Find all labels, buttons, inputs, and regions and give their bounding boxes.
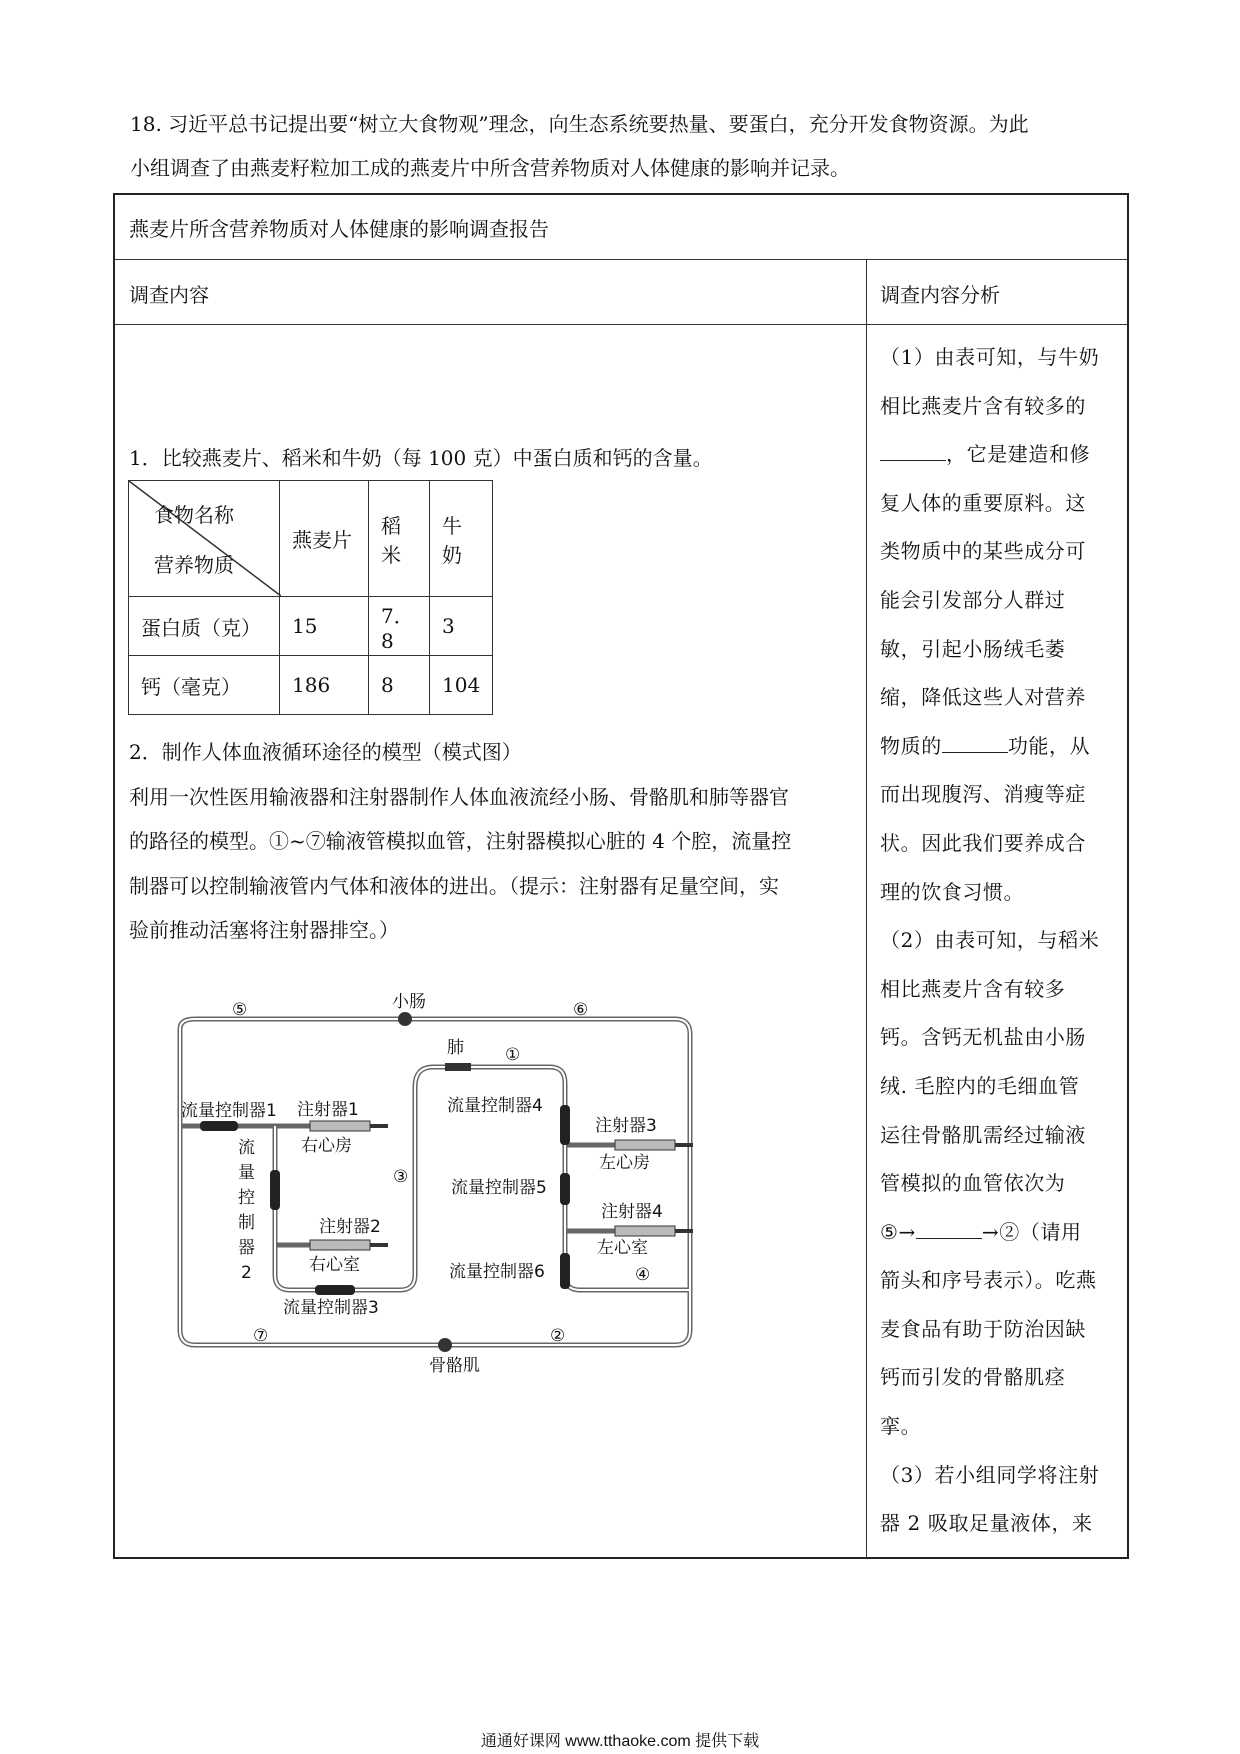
vessel-2-label: ② bbox=[550, 1326, 566, 1346]
connector-small-intestine bbox=[398, 1012, 412, 1026]
svg-text:流: 流 bbox=[238, 1138, 255, 1158]
syringe-1-icon bbox=[310, 1121, 388, 1131]
analysis-line: 能会引发部分人群过 bbox=[880, 587, 1066, 612]
table-cell: 186 bbox=[280, 656, 369, 715]
flow-controller-2-icon bbox=[270, 1170, 280, 1210]
analysis-text bbox=[880, 333, 1116, 1548]
label-right-ventricle: 右心室 bbox=[309, 1255, 360, 1275]
analysis-line: 绒. 毛腔内的毛细血管 bbox=[880, 1073, 1080, 1098]
connector-skeletal-muscle bbox=[438, 1338, 452, 1352]
syringe-2-icon bbox=[310, 1240, 388, 1250]
analysis-line: （3）若小组同学将注射 bbox=[880, 1462, 1100, 1487]
analysis-line: 运往骨骼肌需经过输液 bbox=[880, 1122, 1086, 1147]
vessel-6-label: ⑥ bbox=[573, 1000, 589, 1020]
page-footer: 通通好课网 www.tthaoke.com 提供下载 bbox=[480, 1733, 760, 1750]
label-flow-controller-6: 流量控制器6 bbox=[449, 1262, 545, 1282]
flow-controller-4-icon bbox=[560, 1105, 570, 1145]
section2-heading: 2．制作人体血液循环途径的模型（模式图） bbox=[129, 740, 522, 764]
table-cell: 15 bbox=[280, 597, 369, 656]
svg-text:制: 制 bbox=[238, 1213, 255, 1233]
vessel-3-label: ③ bbox=[393, 1167, 409, 1187]
table-header: 燕麦片 bbox=[280, 481, 369, 597]
svg-text:控: 控 bbox=[238, 1188, 255, 1208]
analysis-line: 类物质中的某些成分可 bbox=[880, 539, 1086, 564]
tube-highlights bbox=[180, 1019, 690, 1345]
report-title: 燕麦片所含营养物质对人体健康的影响调查报告 bbox=[129, 217, 549, 241]
table-row-label: 蛋白质（克） bbox=[129, 597, 280, 656]
table-header: 牛奶 bbox=[430, 481, 493, 597]
label-skeletal-muscle: 骨骼肌 bbox=[429, 1356, 480, 1376]
analysis-line: 复人体的重要原料。这 bbox=[880, 490, 1086, 515]
analysis-line: 麦食品有助于防治因缺 bbox=[880, 1316, 1086, 1341]
corner-food-name: 食物名称 bbox=[154, 503, 234, 527]
table-header: 稻米 bbox=[369, 481, 430, 597]
row-divider bbox=[115, 259, 1127, 260]
label-flow-controller-3: 流量控制器3 bbox=[283, 1298, 379, 1318]
analysis-line: 相比燕麦片含有较多 bbox=[880, 976, 1066, 1001]
analysis-line: ⑤→ →②（请用 bbox=[880, 1219, 1082, 1244]
nutrition-table bbox=[128, 480, 493, 715]
label-left-ventricle: 左心室 bbox=[597, 1238, 648, 1258]
table-cell: 3 bbox=[430, 597, 493, 656]
column-header-analysis: 调查内容分析 bbox=[880, 283, 1000, 307]
label-flow-controller-1: 流量控制器1 bbox=[181, 1101, 277, 1121]
svg-text:2: 2 bbox=[241, 1263, 252, 1283]
report-table bbox=[113, 193, 1129, 1559]
connector-lung bbox=[445, 1063, 471, 1071]
vessel-1-label: ① bbox=[505, 1045, 521, 1065]
label-left-atrium: 左心房 bbox=[599, 1153, 650, 1173]
intro-line-2: 小组调查了由燕麦籽粒加工成的燕麦片中所含营养物质对人体健康的影响并记录。 bbox=[130, 156, 850, 180]
circulation-model-diagram bbox=[175, 985, 755, 1475]
section2-line: 利用一次性医用输液器和注射器制作人体血液流经小肠、骨骼肌和肺等器官 bbox=[129, 784, 789, 809]
analysis-line: 器 2 吸取足量液体，来 bbox=[880, 1511, 1093, 1536]
label-flow-controller-4: 流量控制器4 bbox=[447, 1096, 543, 1116]
flow-controller-6-icon bbox=[560, 1253, 570, 1289]
section2-line: 验前推动活塞将注射器排空。） bbox=[129, 918, 399, 942]
column-header-content: 调查内容 bbox=[129, 283, 209, 307]
question-intro bbox=[130, 102, 1130, 190]
label-flow-controller-2 bbox=[238, 1138, 255, 1283]
analysis-line: 缩，降低这些人对营养 bbox=[880, 685, 1086, 710]
label-syringe-1: 注射器1 bbox=[297, 1100, 359, 1120]
analysis-line: 理的饮食习惯。 bbox=[880, 879, 1025, 904]
table-cell: 8 bbox=[369, 656, 430, 715]
label-lung: 肺 bbox=[447, 1038, 464, 1058]
section1-heading: 1．比较燕麦片、稻米和牛奶（每 100 克）中蛋白质和钙的含量。 bbox=[129, 446, 713, 470]
analysis-line: 物质的 功能，从 bbox=[880, 733, 1091, 758]
analysis-line: 而出现腹泻、消瘦等症 bbox=[880, 782, 1086, 807]
vessel-5-label: ⑤ bbox=[232, 1000, 248, 1020]
section2-line: 制器可以控制输液管内气体和液体的进出。（提示：注射器有足量空间，实 bbox=[129, 873, 779, 898]
corner-nutrient: 营养物质 bbox=[154, 553, 234, 577]
label-syringe-2: 注射器2 bbox=[319, 1217, 381, 1237]
analysis-line: 钙。含钙无机盐由小肠 bbox=[880, 1025, 1086, 1050]
analysis-line: 敏，引起小肠绒毛萎 bbox=[880, 636, 1066, 661]
answer-blank[interactable] bbox=[880, 442, 946, 461]
intro-line-1: 18. 习近平总书记提出要“树立大食物观”理念，向生态系统要热量、要蛋白，充分开发食物资源。为此 bbox=[130, 112, 1029, 136]
flow-controller-1-icon bbox=[200, 1121, 238, 1131]
flow-controller-3-icon bbox=[315, 1285, 355, 1295]
table-corner-cell bbox=[129, 481, 280, 597]
section2-line: 的路径的模型。①~⑦输液管模拟血管，注射器模拟心脏的 4 个腔，流量控 bbox=[129, 829, 792, 853]
analysis-line: （2）由表可知，与稻米 bbox=[880, 928, 1100, 953]
syringe-3-icon bbox=[615, 1140, 693, 1150]
analysis-line: ，它是建造和修 bbox=[880, 430, 1116, 479]
table-row-label: 钙（毫克） bbox=[129, 656, 280, 715]
flow-controller-5-icon bbox=[560, 1173, 570, 1205]
row-divider bbox=[115, 324, 1127, 325]
answer-blank[interactable] bbox=[942, 734, 1008, 753]
label-flow-controller-5: 流量控制器5 bbox=[451, 1178, 547, 1198]
analysis-line: 箭头和序号表示）。吃燕 bbox=[880, 1268, 1097, 1293]
analysis-line: 管模拟的血管依次为 bbox=[880, 1171, 1066, 1196]
svg-text:量: 量 bbox=[238, 1163, 255, 1183]
table-cell: 104 bbox=[430, 656, 493, 715]
analysis-line: 钙而引发的骨骼肌痉 bbox=[880, 1365, 1066, 1390]
svg-text:器: 器 bbox=[238, 1238, 255, 1258]
label-syringe-4: 注射器4 bbox=[601, 1202, 663, 1222]
analysis-line: 状。因此我们要养成合 bbox=[880, 830, 1086, 855]
section2-text bbox=[129, 730, 869, 953]
analysis-line: （1）由表可知，与牛奶 bbox=[880, 345, 1100, 369]
vessel-7-label: ⑦ bbox=[253, 1326, 269, 1346]
analysis-line: 挛。 bbox=[880, 1414, 922, 1439]
answer-blank[interactable] bbox=[916, 1220, 982, 1239]
analysis-line: 相比燕麦片含有较多的 bbox=[880, 393, 1086, 418]
label-right-atrium: 右心房 bbox=[301, 1136, 352, 1156]
syringe-4-icon bbox=[615, 1226, 693, 1236]
vessel-4-label: ④ bbox=[635, 1265, 651, 1285]
label-small-intestine: 小肠 bbox=[392, 992, 426, 1012]
table-cell: 7．8 bbox=[369, 597, 430, 656]
label-syringe-3: 注射器3 bbox=[595, 1116, 657, 1136]
